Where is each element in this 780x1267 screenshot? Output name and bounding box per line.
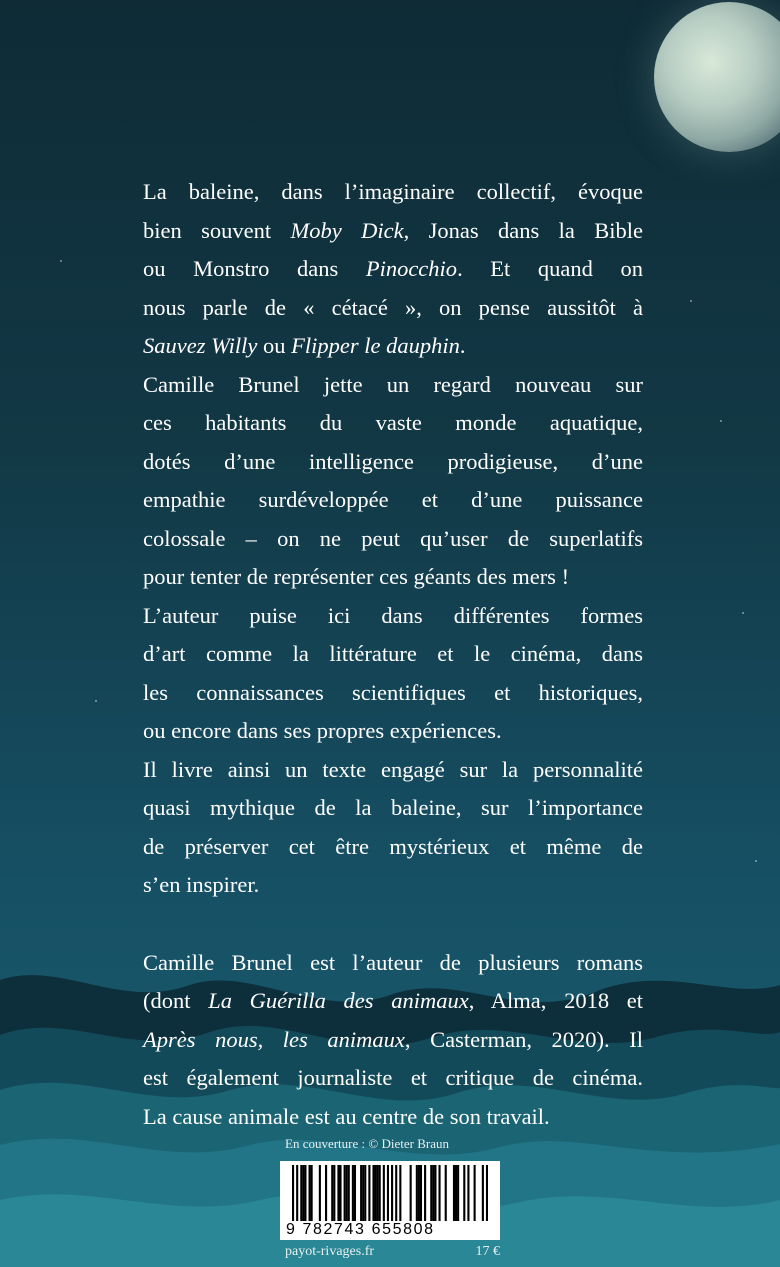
barcode-bar	[418, 1165, 420, 1221]
description-line	[143, 443, 643, 482]
text-run: Camille Brunel jette un regard nouveau sur	[143, 371, 643, 397]
description-line	[143, 327, 643, 366]
barcode-bar	[416, 1165, 418, 1221]
description-line	[143, 212, 643, 251]
text-run: . Et quand on	[457, 256, 643, 281]
barcode-bar	[438, 1165, 440, 1221]
italic-title: Moby Dick	[290, 217, 404, 243]
description-line	[143, 366, 643, 405]
bio-line	[143, 1021, 643, 1060]
text-run: , Jonas dans la Bible	[403, 217, 644, 243]
bio-line	[143, 1098, 643, 1137]
barcode-bar	[292, 1165, 294, 1221]
description-line	[143, 674, 643, 713]
description-line	[143, 712, 643, 751]
barcode-bar	[331, 1165, 333, 1221]
barcode-bar	[424, 1165, 426, 1221]
barcode-bar	[362, 1165, 364, 1221]
description-line	[143, 597, 643, 636]
barcode-bar	[457, 1165, 459, 1221]
barcode-bar	[302, 1165, 304, 1221]
description-line	[143, 404, 643, 443]
text-run: ou	[257, 333, 292, 358]
barcode-bar	[474, 1165, 476, 1221]
star	[720, 420, 722, 422]
isbn-barcode-label	[280, 1161, 500, 1240]
bio-line	[143, 944, 643, 983]
barcode-bar	[410, 1165, 412, 1221]
italic-title: La Guérilla des animaux	[208, 988, 469, 1013]
barcode-bar	[377, 1165, 379, 1221]
barcode-bar	[368, 1165, 370, 1221]
back-cover-blurb	[143, 173, 643, 1136]
text-run: est également journaliste et critique de cinéma.	[143, 1065, 643, 1090]
description-line	[143, 173, 643, 212]
barcode-bar	[333, 1165, 335, 1221]
barcode-bar	[311, 1165, 313, 1221]
barcode-bar	[348, 1165, 350, 1221]
text-run: d’art comme la littérature et le cinéma, dans	[143, 641, 643, 666]
description-line	[143, 866, 643, 905]
barcode-bar	[296, 1165, 298, 1221]
barcode-bar	[346, 1165, 348, 1221]
barcode-bar	[467, 1165, 469, 1221]
barcode-bar	[337, 1165, 339, 1221]
description-line	[143, 250, 643, 289]
star	[95, 700, 97, 702]
star	[60, 260, 62, 262]
publisher-url[interactable]: payot-rivages.fr	[285, 1244, 375, 1259]
text-run: ou encore dans ses propres expériences.	[143, 718, 502, 743]
moon-illustration	[654, 2, 780, 152]
text-run: , Alma, 2018 et	[468, 988, 643, 1013]
isbn-digits: 9 782743 655808	[286, 1221, 435, 1238]
text-run: .	[459, 333, 466, 358]
text-run: dotés d’une intelligence prodigieuse, d’une	[143, 448, 643, 474]
barcode-bar	[482, 1165, 484, 1221]
italic-title: Après nous, les animaux	[143, 1026, 405, 1052]
text-run: L’auteur puise ici dans différentes formes	[143, 602, 643, 628]
barcode-bar	[445, 1165, 447, 1221]
bio-line	[143, 982, 643, 1021]
price: 17 €	[475, 1244, 500, 1259]
text-run: ou Monstro dans	[143, 256, 366, 281]
text-run: de préserver cet être mystérieux et même de	[143, 833, 643, 859]
text-run: (dont	[143, 988, 209, 1013]
barcode-bar	[325, 1165, 327, 1221]
text-run: Camille Brunel est l’auteur de plusieurs romans	[143, 949, 643, 975]
text-run: Il livre ainsi un texte engagé sur la personnalité	[143, 756, 643, 782]
star	[690, 300, 692, 302]
footer	[285, 1244, 500, 1260]
bio-line	[143, 1059, 643, 1098]
barcode-bar	[375, 1165, 377, 1221]
barcode-bar	[391, 1165, 393, 1221]
text-run: , Casterman, 2020). Il	[404, 1026, 643, 1052]
text-run: ces habitants du vaste monde aquatique,	[143, 410, 643, 435]
text-run: La cause animale est au centre de son travail.	[143, 1103, 550, 1129]
barcode-bar	[354, 1165, 356, 1221]
barcode-bar	[309, 1165, 311, 1221]
description-line	[143, 558, 643, 597]
barcode-bar	[319, 1165, 321, 1221]
barcode-bar	[383, 1165, 385, 1221]
barcode-bar	[430, 1165, 432, 1221]
text-run: bien souvent	[143, 217, 291, 243]
star	[755, 860, 757, 862]
description-line	[143, 751, 643, 790]
text-run: empathie surdéveloppée et d’une puissance	[143, 487, 643, 512]
isbn-barcode	[292, 1165, 488, 1221]
barcode-bar	[399, 1165, 401, 1221]
barcode-bar	[364, 1165, 366, 1221]
barcode-bar	[486, 1165, 488, 1221]
text-run: quasi mythique de la baleine, sur l’importance	[143, 795, 643, 820]
text-run: colossale – on ne peut qu’user de superlatifs	[143, 525, 643, 551]
barcode-bar	[379, 1165, 381, 1221]
description-line	[143, 481, 643, 520]
description-line	[143, 520, 643, 559]
author-biography	[143, 944, 643, 1137]
barcode-bar	[395, 1165, 397, 1221]
barcode-bar	[434, 1165, 436, 1221]
text-run: La baleine, dans l’imaginaire collectif, évoque	[143, 179, 643, 204]
description-line	[143, 289, 643, 328]
italic-title: Flipper le dauphin	[291, 333, 460, 358]
barcode-bar	[432, 1165, 434, 1221]
barcode-bar	[304, 1165, 306, 1221]
text-run: les connaissances scientifiques et historiques,	[143, 679, 643, 705]
cover-credit: En couverture : © Dieter Braun	[285, 1136, 450, 1151]
barcode-bar	[463, 1165, 465, 1221]
description-line	[143, 789, 643, 828]
italic-title: Sauvez Willy	[143, 333, 258, 358]
barcode-bar	[300, 1165, 302, 1221]
barcode-bar	[344, 1165, 346, 1221]
barcode-bar	[352, 1165, 354, 1221]
barcode-bar	[453, 1165, 455, 1221]
barcode-bar	[372, 1165, 374, 1221]
barcode-bar	[455, 1165, 457, 1221]
description-line	[143, 828, 643, 867]
text-run: nous parle de « cétacé », on pense aussitôt à	[143, 294, 643, 320]
barcode-bar	[339, 1165, 341, 1221]
text-run: pour tenter de représenter ces géants des mers !	[143, 564, 570, 589]
text-run: s’en inspirer.	[143, 872, 260, 897]
barcode-bar	[387, 1165, 389, 1221]
description-line	[143, 635, 643, 674]
star	[742, 612, 744, 614]
book-description	[143, 173, 643, 905]
italic-title: Pinocchio	[365, 256, 458, 281]
barcode-bar	[420, 1165, 422, 1221]
barcode-bar	[360, 1165, 362, 1221]
